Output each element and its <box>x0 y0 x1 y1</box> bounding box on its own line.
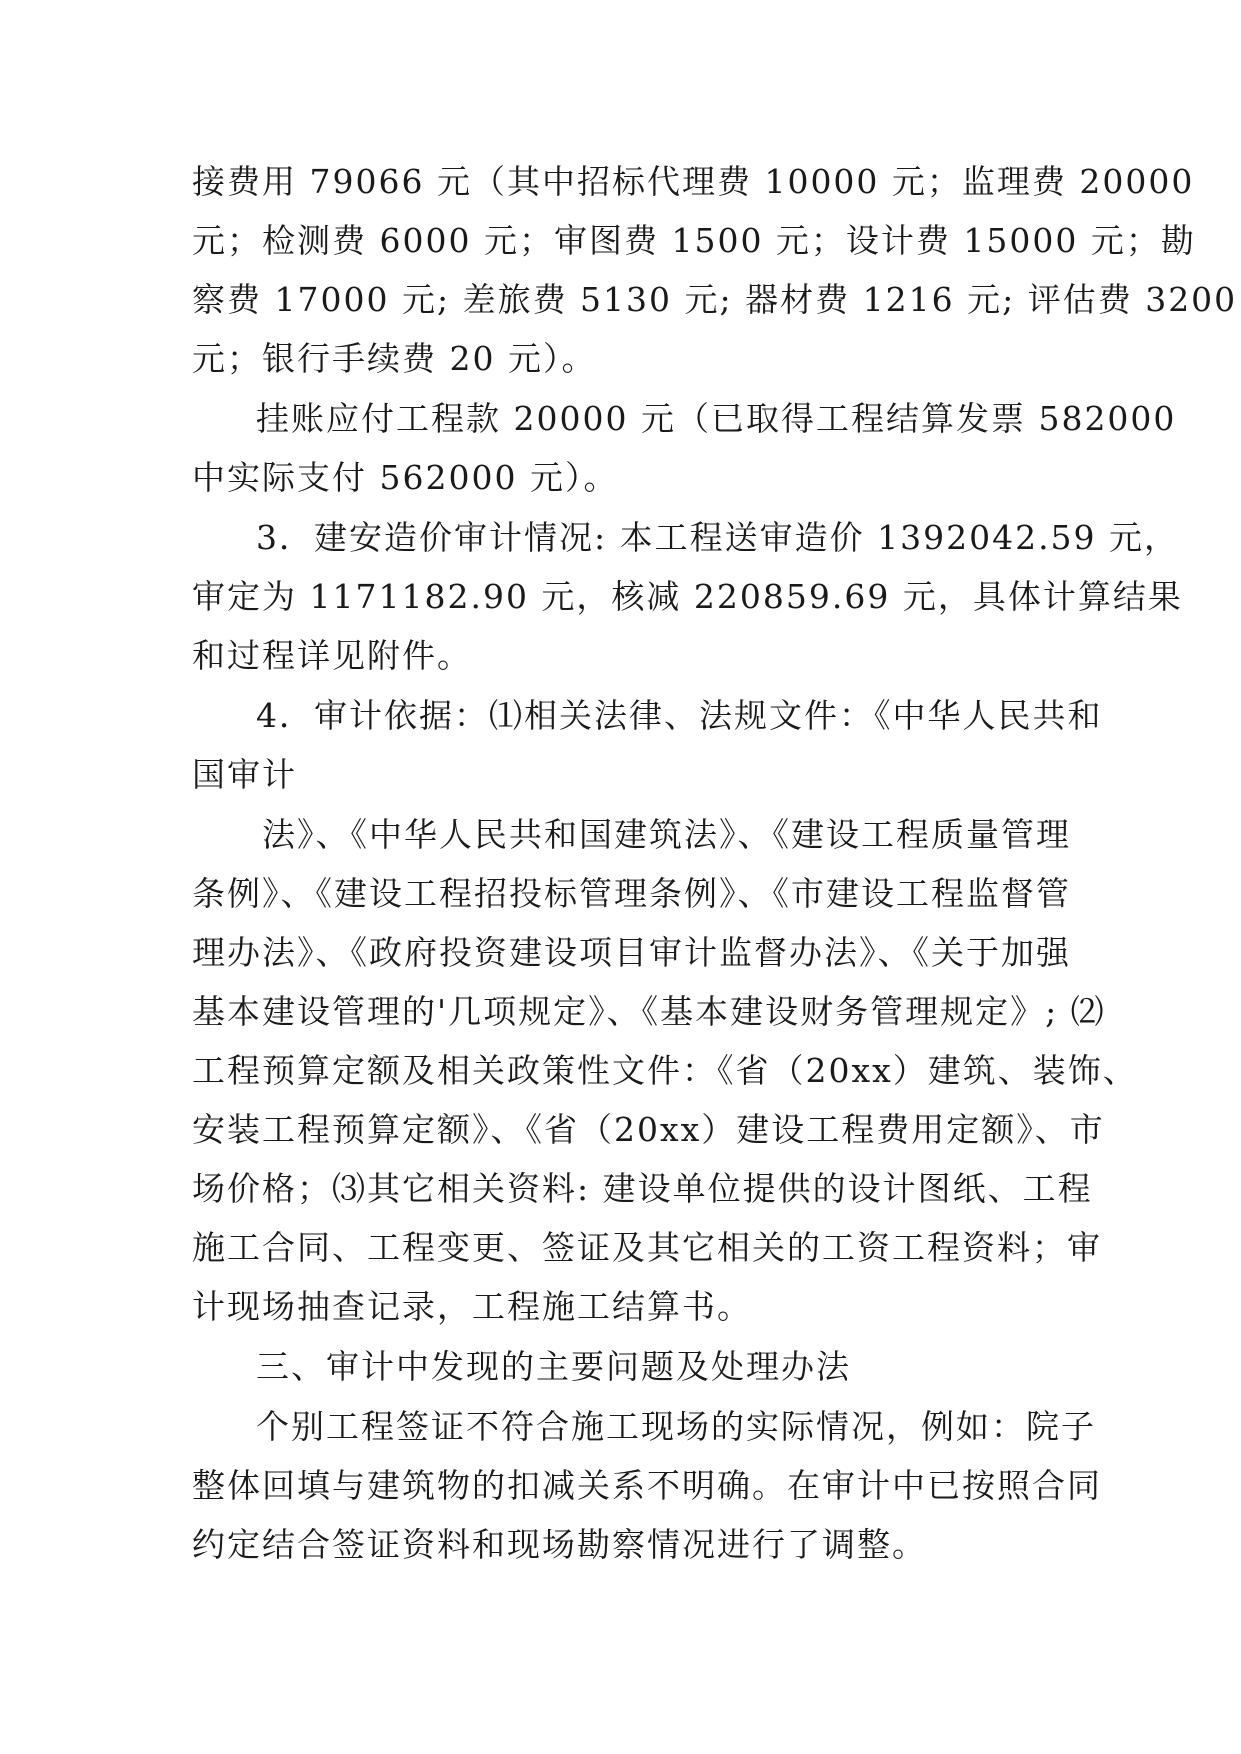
text-line: 基本建设管理的'几项规定》、《基本建设财务管理规定》; ⑵ <box>192 992 1106 1031</box>
text-line: 工程预算定额及相关政策性文件：《省（20xx）建筑、装饰、 <box>192 1051 1138 1090</box>
text-line: 中实际支付 562000 元）。 <box>192 458 619 497</box>
text-line: 约定结合签证资料和现场勘察情况进行了调整。 <box>192 1525 927 1564</box>
text-line: 元；银行手续费 20 元）。 <box>192 339 597 378</box>
section-heading: 三、审计中发现的主要问题及处理办法 <box>256 1347 851 1386</box>
text-line: 国审计 <box>192 755 297 794</box>
text-line: 安装工程预算定额》、《省（20xx）建设工程费用定额》、市 <box>192 1110 1105 1149</box>
text-line: 接费用 79066 元（其中招标代理费 10000 元；监理费 20000 <box>192 162 1195 201</box>
text-line: 施工合同、工程变更、签证及其它相关的工资工程资料；审 <box>192 1228 1102 1267</box>
text-line: 3．建安造价审计情况: 本工程送审造价 1392042.59 元， <box>256 518 1180 557</box>
text-line: 场价格；⑶其它相关资料: 建设单位提供的设计图纸、工程 <box>192 1169 1093 1208</box>
text-line: 计现场抽查记录，工程施工结算书。 <box>192 1287 752 1326</box>
text-line: 理办法》、《政府投资建设项目审计监督办法》、《关于加强 <box>192 933 1071 972</box>
text-line: 挂账应付工程款 20000 元（已取得工程结算发票 582000 <box>256 399 1177 438</box>
text-line: 和过程详见附件。 <box>192 636 472 675</box>
text-line: 条例》、《建设工程招投标管理条例》、《市建设工程监督管 <box>192 874 1071 913</box>
text-line: 整体回填与建筑物的扣减关系不明确。在审计中已按照合同 <box>192 1466 1102 1505</box>
text-line: 审定为 1171182.90 元，核减 220859.69 元，具体计算结果 <box>192 577 1183 616</box>
text-line: 法》、《中华人民共和国建筑法》、《建设工程质量管理 <box>262 815 1071 854</box>
text-line: 元；检测费 6000 元；审图费 1500 元；设计费 15000 元；勘 <box>192 221 1196 260</box>
text-line: 个别工程签证不符合施工现场的实际情况，例如：院子 <box>256 1407 1096 1446</box>
text-line: 4．审计依据：⑴相关法律、法规文件：《中华人民共和 <box>256 696 1103 735</box>
text-line: 察费 17000 元; 差旅费 5130 元; 器材费 1216 元; 评估费 3200 <box>192 280 1238 319</box>
